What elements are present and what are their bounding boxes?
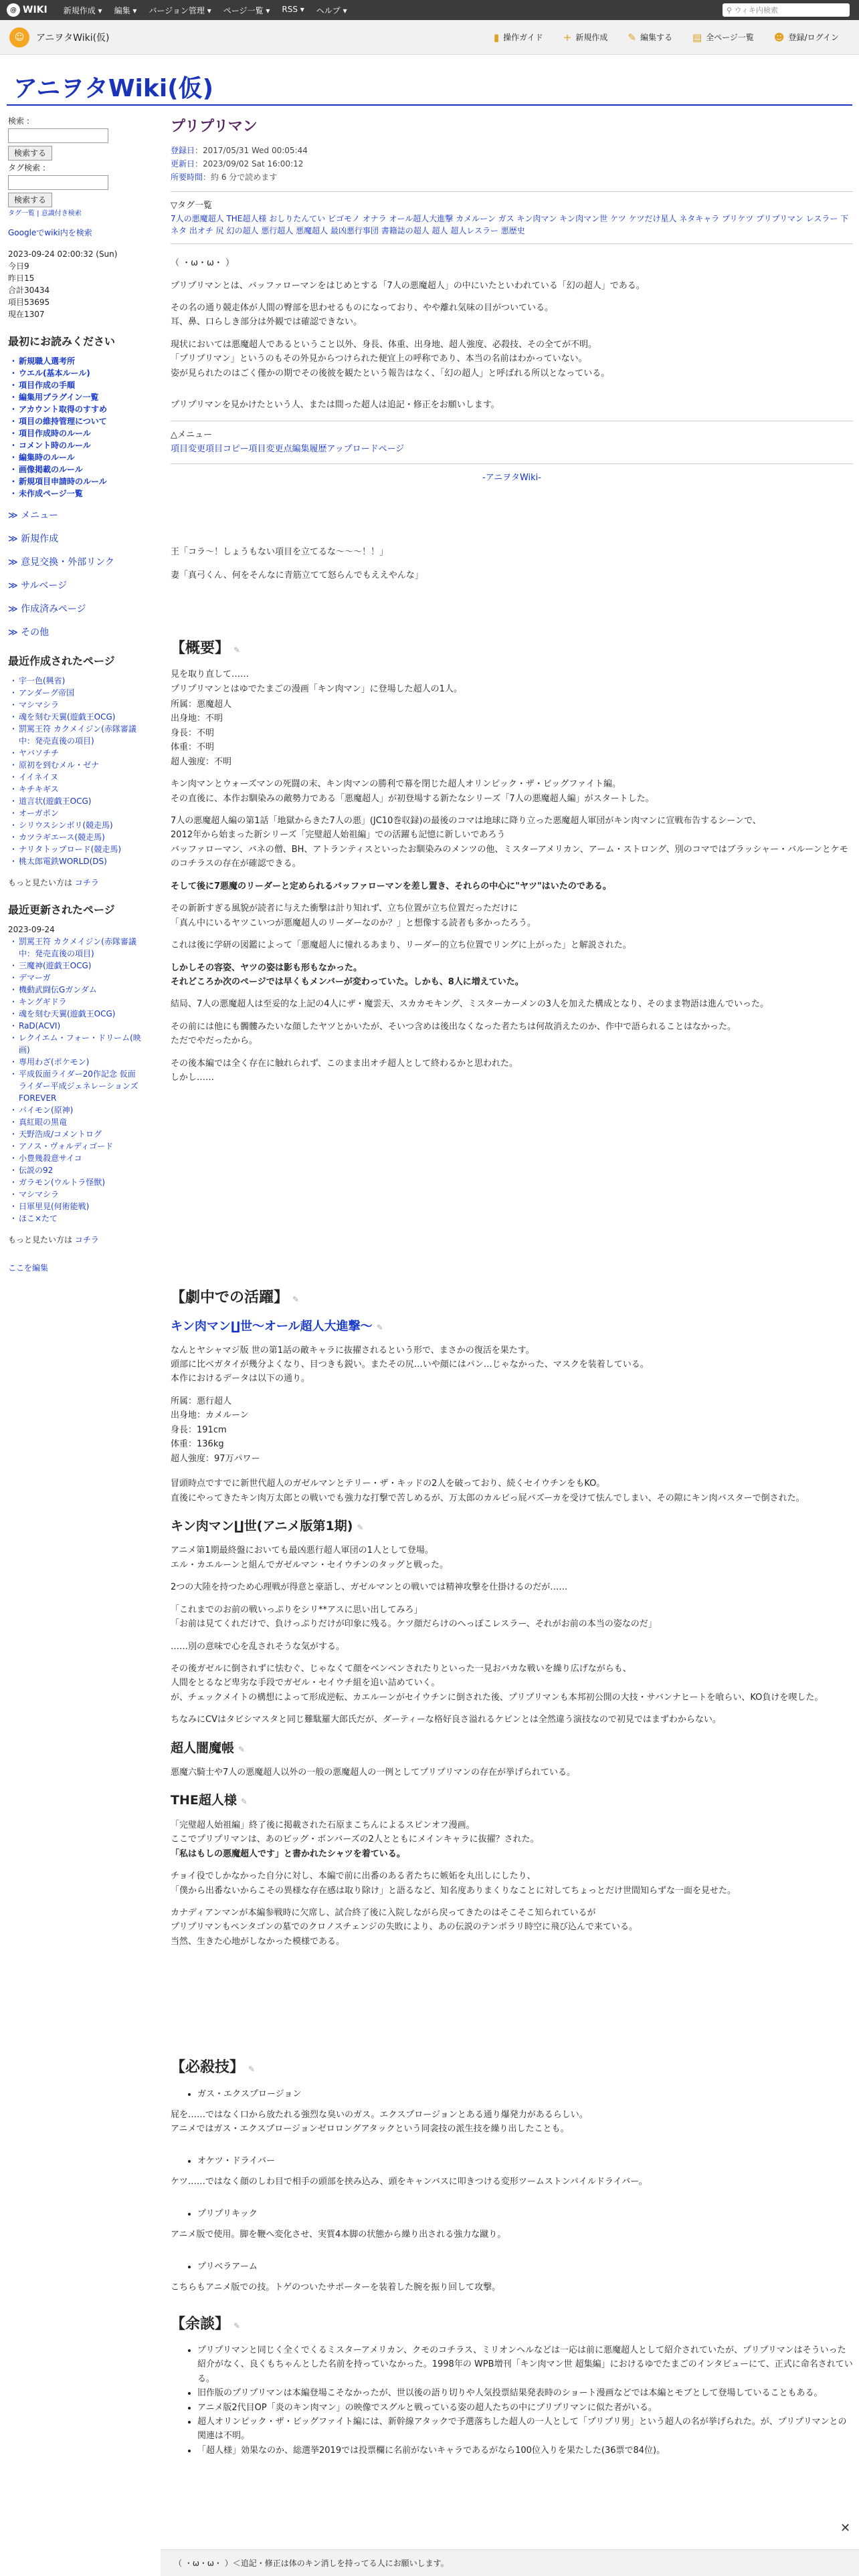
technique-list bbox=[171, 2087, 853, 2295]
users-icon: ☻ bbox=[773, 31, 785, 43]
registered-label: 登録日 bbox=[171, 146, 195, 156]
datetime: 2023-09-24 02:00:32 (Sun) bbox=[8, 249, 118, 259]
menu-version[interactable]: バージョン管理 ▾ bbox=[149, 5, 211, 15]
tag-links[interactable]: タグ一覧 | 意識付き検索 bbox=[8, 210, 82, 217]
menu-pages[interactable]: ページ一覧 ▾ bbox=[223, 5, 270, 15]
recent-created-item[interactable]: ・ 桃太郎電鉄WORLD(DS) bbox=[11, 855, 142, 867]
technique-item bbox=[171, 2207, 853, 2221]
recent-created-heading: 最近作成されたページ bbox=[8, 655, 115, 667]
activity-paragraph: その後ガゼルに倒されずに怯むぐ、じゃなくて顔をベンベンされたりといった一見おバカな戦いを繰り広げながらも、 人間をとるなど卑劣な手段でガゼル・セイウチ組を追い詰めていく。 が、チェックメイトの構想によって形成逆転、カエルーンがセイウチンに倒された後、プリプリマンも本邦初公開の大技・サバンナヒートを喰らい、KO負けを喫した。 bbox=[171, 1663, 824, 1703]
menu-edit[interactable]: 編集 ▾ bbox=[114, 5, 137, 15]
sidebar-item[interactable]: ・ 項目作成の手順 bbox=[11, 379, 142, 391]
technique-desc: こちらもアニメ版での技。トゲのついたサポーターを装着した腕を振り回して攻撃。 bbox=[171, 2282, 501, 2293]
recent-created-item[interactable]: ・ 罰罵王符 カクメイジン(赤隊審議中：発売直後の項目) bbox=[11, 723, 142, 747]
pencil-icon: ✎ bbox=[628, 31, 636, 43]
recent-created-item[interactable]: ・ カツラギエース(競走馬) bbox=[11, 831, 142, 843]
misc-item: • 「超人様」効果なのか、総選挙2019では投票欄に名前がないキャラであるがなら100位入りを果たした(36票で84位)。 bbox=[197, 2444, 853, 2458]
read-time: ：約 6 分で読めます bbox=[203, 172, 278, 182]
recent-created-item[interactable]: ・ アンダーグ帝国 bbox=[11, 687, 142, 699]
edit-icon[interactable]: ✎ bbox=[233, 645, 241, 655]
sidebar-item[interactable]: ・ 項目の維持管理について bbox=[11, 415, 142, 427]
recent-updated-item[interactable]: ・ 平成仮面ライダー20作記念 仮面ライダー平成ジェネレーションズFOREVER bbox=[11, 1068, 142, 1104]
wiki-logo-text: WIKI bbox=[23, 5, 47, 15]
stat-row: 身長：不明 bbox=[171, 728, 215, 738]
sidebar-nav-item[interactable]: ≫ 意見交換・外部リンク bbox=[8, 557, 114, 568]
recent-updated-item[interactable]: ・ 機動武闘伝Gガンダム bbox=[11, 984, 142, 996]
technique-item bbox=[171, 2087, 853, 2101]
activity-paragraph: チョイ役でしかなかった自分に対し、本編で前に出番のある者たちに嫉妬を丸出しにしたり、 「僕から出番ないからこその異様な存在感は取り除け」と語るなど、知名度ありまくりなことに対してちょっとだけ世間知らずな一面を見せた。 bbox=[171, 1871, 737, 1896]
recent-updated-item[interactable]: ・ 小豊幾殺意サイコ bbox=[11, 1152, 142, 1164]
recent-created-item[interactable]: ・ キチキギス bbox=[11, 783, 142, 795]
quote: 王「コラ～！しょうもない項目を立てるな～～～！！」 bbox=[171, 546, 389, 557]
recent-created-item[interactable]: ・ マシマシラ bbox=[11, 699, 142, 711]
stat-row: 超人強度：不明 bbox=[171, 756, 232, 767]
edit-icon[interactable]: ✎ bbox=[238, 1744, 246, 1754]
sidebar-nav-item[interactable]: ≫ その他 bbox=[8, 627, 50, 638]
menu-rss[interactable]: RSS ▾ bbox=[282, 4, 304, 14]
quote: 妻「真弓くん、何をそんなに青筋立てて怒らんでもええやんな」 bbox=[171, 570, 423, 581]
tag-heading: ▽タグ一覧 bbox=[171, 200, 212, 211]
close-icon[interactable]: ✕ bbox=[840, 2521, 851, 2535]
guide-icon: ▮ bbox=[493, 31, 500, 43]
recent-updated-item[interactable]: ・ 天野浩成/コメントログ bbox=[11, 1128, 142, 1140]
page-title: プリプリマン bbox=[171, 118, 258, 135]
divider bbox=[171, 243, 853, 244]
stat-row: 出身地：カメルーン bbox=[171, 1410, 249, 1421]
updated-label: 更新日 bbox=[171, 159, 195, 169]
guide-button[interactable] bbox=[494, 31, 543, 43]
misc-item: • 旧作版のプリプリマンは本編登場こそなかったが、世以後の語り切りや人気投票結果発表時のショート漫画などでは本編とモブとして登場していることもある。 bbox=[197, 2386, 853, 2400]
sidebar-nav-item[interactable]: ≫ サルベージ bbox=[8, 580, 68, 591]
all-pages-button[interactable] bbox=[692, 31, 754, 43]
updated-value: ：2023/09/02 Sat 16:00:12 bbox=[195, 159, 304, 169]
activity-paragraph: 悪魔六騎士や7人の悪魔超人以外の一般の悪魔超人の一例としてプリプリマンの存在が挙げられている。 bbox=[171, 1767, 575, 1778]
stat-line: 昨日15 bbox=[8, 274, 35, 283]
stat-row: 体重：136kg bbox=[171, 1439, 224, 1450]
overview-paragraph: 7人の悪魔超人編の第1話「地獄からきた7人の悪」(JC10巻収録)の最後のコマは地球に降り立った悪魔超人軍団がキン肉マンに宣戦布告するシーンで、 2012年から始まった新シリーズ「完璧超人始祖編」での活躍も記憶に新しいであろう バッファローマン、バネの僧、BH、アトランティスといったお馴染みのメンツの他、ミスターアメリカン、アーム・ストロング、別のコマではブラッシャー・バルーンとケモのコチラスの存在が確認できる。 bbox=[171, 816, 848, 869]
overview-paragraph: その新新すぎる風貌が読者に与えた衝撃は計り知れず、立ち位置が立ち位置だっただけに 「真ん中にいるヤツこいつが悪魔超人のリーダーなのか？」と想像する読者も多かったろう。 bbox=[171, 903, 537, 928]
sidebar-item[interactable]: ・ コメント時のルール bbox=[11, 439, 142, 451]
sidebar-item[interactable]: ・ アカウント取得のすすめ bbox=[11, 403, 142, 415]
sidebar-item[interactable]: ・ ウエル(基本ルール) bbox=[11, 367, 142, 379]
registered-date: ：2017/05/31 Wed 00:05:44 bbox=[195, 146, 308, 156]
recent-updated-item[interactable]: ・ レクイエム・フォー・ドリーム(映画) bbox=[11, 1032, 142, 1056]
sidebar-nav-item[interactable]: ≫ メニュー bbox=[8, 510, 59, 521]
edit-button[interactable] bbox=[628, 31, 672, 43]
overview-bold: そして後に7悪魔のリーダーと定められるバッファローマンを差し置き、それらの中心に"ヤツ"はいたのである。 bbox=[171, 881, 611, 891]
sidebar-nav-item[interactable]: ≫ 新規作成 bbox=[8, 534, 59, 544]
stat-line: 項目53695 bbox=[8, 298, 50, 307]
activity-heading-text: 【劇中での活躍】 bbox=[171, 1289, 289, 1306]
recent-updated-item[interactable]: ・ パイモン(原神) bbox=[11, 1104, 142, 1116]
technique-name: • オケツ・ドライバー bbox=[197, 2154, 853, 2168]
site-bar bbox=[0, 20, 859, 55]
sub4-heading-text: THE超人様 bbox=[171, 1793, 237, 1808]
search-button[interactable]: 検索する bbox=[8, 146, 52, 160]
sub3-heading bbox=[171, 1738, 853, 1759]
more-created-link[interactable]: コチラ bbox=[74, 878, 99, 887]
recent-created-item[interactable]: ・ 魂を刻む天翼(遊戯王OCG) bbox=[11, 711, 142, 723]
recent-updated-item[interactable]: ・ マシマシラ bbox=[11, 1188, 142, 1200]
activity-paragraph: ちなみにCVはタビシマスタと同じ難駄羅大郎氏だが、ダーティーな格好良さ溢れるケビンとは全然違う演技なので初見ではまずわからない。 bbox=[171, 1715, 721, 1725]
edit-sidebar-link[interactable]: ここを編集 bbox=[8, 1263, 49, 1273]
recent-updated-item[interactable]: ・ 専用わざ(ポケモン) bbox=[11, 1056, 142, 1068]
divider bbox=[171, 191, 853, 192]
all-pages-label: 全ページ一覧 bbox=[706, 33, 754, 42]
technique-desc: ケツ……ではなく顔のしわ目で相手の頭部を挟み込み、頭をキャンバスに叩きつける変形ツームストンパイルドライバー。 bbox=[171, 2177, 648, 2187]
create-button[interactable] bbox=[563, 31, 608, 43]
activity-paragraph: ……別の意味で心を乱されそうな気がする。 bbox=[171, 1641, 345, 1652]
technique-heading-text: 【必殺技】 bbox=[171, 2059, 245, 2076]
title-divider bbox=[7, 104, 852, 106]
wiki-search-input[interactable] bbox=[723, 3, 850, 17]
recent-updated-item[interactable]: ・ アノス・ヴォルディゴード bbox=[11, 1140, 142, 1152]
first-read-heading: 最初にお読みください bbox=[8, 335, 116, 348]
recent-created-item[interactable]: ・ ヤバソチチ bbox=[11, 747, 142, 759]
recent-updated-item[interactable]: ・ キングギドラ bbox=[11, 996, 142, 1008]
login-button[interactable] bbox=[774, 31, 839, 43]
page-menu-links[interactable]: 項目変更項目コピー項目変更点編集履歴アップロードページ bbox=[171, 444, 405, 455]
emoticon: （ ・ω・ω・ ） bbox=[171, 258, 235, 269]
stat-row: 出身地：不明 bbox=[171, 714, 223, 724]
stat-line: 今日9 bbox=[8, 261, 29, 271]
tag-search-button[interactable]: 検索する bbox=[8, 193, 52, 207]
technique-name: • プリベラアーム bbox=[197, 2260, 853, 2274]
recent-created-item[interactable]: ・ イイネイヌ bbox=[11, 771, 142, 783]
activity-quote: 「これまでのお前の戦いっぷりをシリ**アスに思い出してみろ」 「お前は見てくれだけで、負けっぷりだけが印象に残る。ケツ顔だらけのへっぽこレスラー、それがお前の本当の姿なのだ」 bbox=[171, 1604, 657, 1630]
overview-bold: しかしその容姿、ヤツの姿は影も形もなかった。 それどころか次のページでは早くもメンバーが変わっていた。しかも、8人に増えていた。 bbox=[171, 962, 524, 987]
overview-heading-text: 【概要】 bbox=[171, 639, 230, 657]
sub2-heading-text: キン肉マン∐世(アニメ版第1期) bbox=[171, 1518, 353, 1533]
visitor-stats bbox=[8, 260, 142, 320]
updated-date: 2023-09-24 bbox=[8, 925, 55, 934]
sidebar bbox=[8, 115, 142, 1274]
intro-paragraph: 姿が見られたのはごく僅かの期でその後彼を観たという報告はなく、「幻の超人」と呼ばれる所以となっている。 bbox=[171, 368, 610, 379]
technique-name: • プリプリキック bbox=[197, 2207, 853, 2221]
time-label: 所要時間 bbox=[171, 172, 203, 182]
stat-line: 合計30434 bbox=[8, 286, 50, 295]
wiki-logo[interactable] bbox=[0, 3, 54, 17]
recent-updated-item[interactable]: ・ デマーガ bbox=[11, 972, 142, 984]
intro-paragraph: その名の通り競走体が人間の臀部を思わせるものになっており、やや離れ気味の目がついている。 bbox=[171, 303, 554, 313]
misc-heading bbox=[171, 2313, 853, 2337]
edit-label: 編集する bbox=[640, 33, 672, 42]
sidebar-nav-item[interactable]: ≫ 作成済みページ bbox=[8, 604, 86, 615]
activity-paragraph: カナディアンマンが本編参戦時に欠席し、試合終了後に入院しながら戻ってきたのはそこそこ知られているが プリプリマンもペンタゴンの墓でのクロノスチェンジの失敗により、あの伝説のテンポラリ時空に飛び込んで来ている。 当然、生きた心地がしなかった模様である。 bbox=[171, 1908, 638, 1947]
first-read-list bbox=[8, 355, 142, 500]
sidebar-item[interactable]: ・ 新規項目申請時のルール bbox=[11, 475, 142, 488]
activity-paragraph: 冒頭時点ですでに新世代超人のガゼルマンとテリー・ザ・キッドの2人を破っており、続くセイウチンをもKO。 直後にやってきたキン肉万太郎との戦いでも強力な打撃で苦しめるが、万太郎のカルビっ屁バズーカを受けて怯んでしまい、その隙にキン肉バスターで倒された。 bbox=[171, 1479, 805, 1503]
tag-search-label: タグ検索 : bbox=[8, 163, 45, 173]
tag-search-input[interactable] bbox=[8, 175, 108, 190]
activity-paragraph: アニメ第1期最終盤においても最凶悪行超人軍団の1人として登場。 エル・カエルーンと組んでガゼルマン・セイウチンのタッグと戦った。 bbox=[171, 1545, 448, 1570]
technique-item bbox=[171, 2154, 853, 2168]
overview-paragraph: 見を取り直して…… プリプリマンとはゆでたまごの漫画「キン肉マン」に登場した超人の1人。 bbox=[171, 669, 462, 694]
top-menu bbox=[64, 5, 347, 16]
recent-created-item[interactable]: ・ ナリタトップロード(競走馬) bbox=[11, 843, 142, 855]
activity-paragraph: 2つの大陸を持つため心理戦が得意と豪語し、ガゼルマンとの戦いでは精神攻撃を仕掛けるのだが…… bbox=[171, 1582, 568, 1593]
recent-updated-item[interactable]: ・ 罰罵王符 カクメイジン(赤隊審議中：発売直後の項目) bbox=[11, 936, 142, 960]
overview-paragraph: キン肉マンとウォーズマンの死闘の末、キン肉マンの勝利で幕を閉じた超人オリンピック・ザ・ビッグファイト編。 その直後に、本作お馴染みの敵勢力である「悪魔超人」が初登場する新たなシリーズ「7人の悪魔超人編」がスタートした。 bbox=[171, 779, 654, 804]
plus-icon: + bbox=[563, 31, 572, 43]
recent-created-item[interactable]: ・ 宇一色(興省) bbox=[11, 675, 142, 687]
more-updated-text: もっと見たい方は bbox=[8, 1235, 73, 1245]
recent-updated-item[interactable]: ・ RaD(ACVI) bbox=[11, 1020, 142, 1032]
stat-row: 超人強度：97万パワー bbox=[171, 1453, 260, 1464]
edit-icon[interactable]: ✎ bbox=[357, 1522, 364, 1532]
sub1-heading-text: キン肉マン∐世～オール超人大進撃～ bbox=[171, 1319, 373, 1333]
technique-name: • ガス・エクスプロージョン bbox=[197, 2087, 853, 2101]
more-updated bbox=[8, 1234, 142, 1246]
recent-updated-item[interactable]: ・ 伝説の92 bbox=[11, 1164, 142, 1176]
recent-created-item[interactable]: ・ オーガポン bbox=[11, 807, 142, 819]
recent-updated-item[interactable]: ・ 魂を刻む天翼(遊戯王OCG) bbox=[11, 1008, 142, 1020]
wiki-logo-mark: @ bbox=[7, 3, 20, 17]
stat-row: 身長：191cm bbox=[171, 1424, 227, 1435]
technique-desc: アニメ版で使用。脚を鞭へ変化させ、実質4本脚の状態から繰り出される強力な蹴り。 bbox=[171, 2230, 506, 2240]
tag-list[interactable]: 7人の悪魔超人 THE超人様 おしりたんてい ビゴモノ オナラ オール超人大進撃 カメルーン ガス キン肉マン キン肉マン世 ケツ ケツだけ星人 ネタキャラ プリケツ プリプリマン レスラー 下ネタ 出オチ 尻 幻の超人 悪行超人 悪魔超人 最凶悪行事団 書籍誌の超人 超人 超人レスラー 悪歴史 bbox=[171, 214, 849, 236]
activity-paragraph: 「完璧超人始祖編」終了後に掲載された石原まこちんによるスピンオフ漫画。 ここでプリプリマンは、あのビッグ・ボンバーズの2人とともにメインキャラに抜擢？された。 bbox=[171, 1820, 539, 1845]
overview-paragraph: その後本編では全く存在に触れられず、このまま出オチ超人として終わるかと思われた。 しかし…… bbox=[171, 1058, 518, 1083]
recent-updated-item[interactable]: ・ 三魔神(遊戯王OCG) bbox=[11, 960, 142, 972]
overview-stats bbox=[171, 697, 853, 769]
site-brand[interactable] bbox=[0, 27, 110, 47]
sub1-stats bbox=[171, 1394, 853, 1466]
footer-text: （ ・ω・ω・ ）＜追記・修正は体のキン消しを持ってる人にお願いします。 bbox=[174, 2559, 449, 2568]
search-icon: ⚲ bbox=[727, 5, 735, 15]
overview-paragraph: 結局、7人の悪魔超人は至妥的な上記の4人にザ・魔雲天、スカカモキング、ミスターカーメンの3人を加えた構成となり、そのまま物語は進んでいった。 bbox=[171, 999, 769, 1010]
technique-heading bbox=[171, 2056, 853, 2080]
sidebar-item[interactable]: ・ 未作成ページ一覧 bbox=[11, 488, 142, 500]
recent-updated-item[interactable]: ・ ほこ×たて bbox=[11, 1212, 142, 1224]
intro-paragraph: 耳、鼻、口らしき部分は外観では確認できない。 bbox=[171, 317, 363, 328]
site-tools bbox=[494, 31, 839, 43]
intro-paragraph: プリプリマンを見かけたという人、または間った超人は追記・修正をお願いします。 bbox=[171, 400, 500, 411]
sub3-heading-text: 超人闇魔帳 bbox=[171, 1740, 235, 1755]
misc-heading-text: 【余談】 bbox=[171, 2315, 230, 2333]
recent-updated-item[interactable]: ・ 日軍里見(何術能戦) bbox=[11, 1200, 142, 1212]
misc-list bbox=[171, 2343, 853, 2458]
overview-paragraph: これは後に学研の図鑑によって「悪魔超人に憧れるあまり、リーダー的立ち位置でリングに上がった」と解説された。 bbox=[171, 940, 632, 951]
sidebar-nav bbox=[8, 509, 142, 640]
edit-icon[interactable]: ✎ bbox=[233, 2321, 241, 2331]
sub1-heading bbox=[171, 1317, 853, 1337]
top-toolbar bbox=[0, 0, 859, 20]
sub2-heading bbox=[171, 1516, 853, 1537]
recent-updated-item[interactable]: ・ ガラモン(ウルトラ怪獣) bbox=[11, 1176, 142, 1188]
search-label: 検索 : bbox=[8, 116, 29, 126]
wiki-center-link[interactable]: -アニヲタWiki- bbox=[482, 472, 541, 483]
misc-item: • 超人オリンピック・ザ・ビッグファイト編には、新幹線アタックで予選落ちした超人の一人として「プリプリ男」という超人の名が挙げられた。が、プリプリマンとの関連は不明。 bbox=[197, 2415, 853, 2444]
intro-paragraph: 「プリプリマン」というのもその外見からつけられた便宜上の呼称であり、本当の名前はわかっていない。 bbox=[171, 354, 587, 364]
sidebar-item[interactable]: ・ 編集時のルール bbox=[11, 451, 142, 463]
menu-help[interactable]: ヘルプ ▾ bbox=[316, 5, 347, 15]
divider bbox=[171, 463, 853, 464]
page-icon: ▤ bbox=[692, 31, 702, 43]
overview-paragraph: その前には他にも髑髏みたいな顔したヤツとかいたが、そいつ含めは後出なくなった者たちは何故消えたのか、作中で語られることはなかった。 ただでやだったから。 bbox=[171, 1021, 737, 1047]
overview-heading bbox=[171, 637, 853, 661]
intro-paragraph: プリプリマンとは、バッファローマンをはじめとする「7人の悪魔超人」の中にいたといわれている「幻の超人」である。 bbox=[171, 280, 645, 291]
site-title[interactable]: アニヲタWiki(仮) bbox=[13, 75, 214, 102]
page-meta bbox=[171, 144, 853, 158]
page-meta-updated bbox=[171, 158, 853, 171]
edit-icon[interactable]: ✎ bbox=[376, 1322, 383, 1332]
page-meta-time bbox=[171, 171, 853, 185]
guide-label: 操作ガイド bbox=[503, 33, 543, 42]
edit-icon[interactable]: ✎ bbox=[248, 2064, 256, 2074]
sidebar-item[interactable]: ・ 画像掲載のルール bbox=[11, 463, 142, 475]
search-placeholder: ウィキ内検索 bbox=[734, 6, 778, 15]
recent-updated-item[interactable]: ・ 真紅眼の黒竜 bbox=[11, 1116, 142, 1128]
stat-line: 現在1307 bbox=[8, 310, 45, 319]
recent-created-list bbox=[8, 675, 142, 867]
sub4-heading bbox=[171, 1790, 853, 1811]
create-label: 新規作成 bbox=[575, 33, 608, 42]
recent-created-item[interactable]: ・ シリウスシンボリ(競走馬) bbox=[11, 819, 142, 831]
recent-updated-heading: 最近更新されたページ bbox=[8, 903, 115, 916]
site-icon: ☺ bbox=[9, 27, 29, 47]
stat-row: 所属：悪行超人 bbox=[171, 1396, 232, 1406]
edit-icon[interactable]: ✎ bbox=[240, 1797, 248, 1807]
stat-row: 所属：悪魔超人 bbox=[171, 699, 232, 710]
activity-paragraph: なんとヤシャマジ版 世の第1話の敵キャラに抜擢されるという形で、まさかの復活を果たす。 頭部に比べガタイが幾分よくなり、目つきも鋭い。またその尻…いや顔にはパン…じゃなかった、マスクを装着している。 本作におけるデータは以下の通り。 bbox=[171, 1345, 649, 1384]
edit-icon[interactable]: ✎ bbox=[292, 1294, 300, 1304]
misc-item: • アニメ版2代目OP「炎のキン肉マン」の映像でスグルと戦っている姿の超人たちの中にプリプリマンに似た者がいる。 bbox=[197, 2401, 853, 2415]
more-created bbox=[8, 877, 142, 889]
menu-new[interactable]: 新規作成 ▾ bbox=[63, 5, 102, 15]
google-search-link[interactable]: Googleでwiki内を検索 bbox=[8, 228, 92, 237]
activity-bold: 「私はもしの悪魔超人です」と書かれたシャツを着ている。 bbox=[171, 1848, 405, 1859]
sidebar-item[interactable]: ・ 新規職人選考所 bbox=[11, 355, 142, 367]
login-label: 登録/ログイン bbox=[788, 33, 839, 42]
recent-updated-list bbox=[8, 936, 142, 1224]
recent-created-item[interactable]: ・ 道言状(遊戯王OCG) bbox=[11, 795, 142, 807]
menu-heading: △メニュー bbox=[171, 429, 212, 440]
site-name: アニヲタWiki(仮) bbox=[36, 32, 110, 43]
activity-heading bbox=[171, 1286, 853, 1310]
misc-item: • プリプリマンと同じく全くでくるミスターアメリカン、クモのコチラス、ミリオンヘルなどは一応は前に悪魔超人として紹介されていたが、プリプリマンはそういった紹介がなく、良くもちゃんとした名前を持っていなかった。1998年の WPB増刊「キン肉マン世 超集編」におけるゆでたまごのインタビューにて、正式に命名されている。 bbox=[197, 2343, 853, 2386]
sidebar-item[interactable]: ・ 編集用プラグイン一覧 bbox=[11, 391, 142, 403]
stat-row: 体重：不明 bbox=[171, 742, 215, 753]
technique-item bbox=[171, 2260, 853, 2274]
technique-desc: 屁を……ではなく口から放たれる強烈な臭いのガス。エクスプロージョンとある通り爆発力があるらしい。 アニメではガス・エクスプロージョンゼロロングアタックという同衾技の派生技を繰り出したことも。 bbox=[171, 2110, 588, 2135]
more-created-text: もっと見たい方は bbox=[8, 878, 73, 887]
article bbox=[171, 115, 853, 2458]
footer-bar bbox=[161, 2549, 859, 2576]
sidebar-item[interactable]: ・ 項目作成時のルール bbox=[11, 427, 142, 439]
more-updated-link[interactable]: コチラ bbox=[74, 1235, 99, 1245]
recent-created-item[interactable]: ・ 原初を到むメル・ゼナ bbox=[11, 759, 142, 771]
intro-paragraph: 現状においては悪魔超人であるということ以外、身長、体重、出身地、超人強度、必殺技、その全てが不明。 bbox=[171, 339, 597, 350]
sidebar-search-input[interactable] bbox=[8, 128, 108, 143]
